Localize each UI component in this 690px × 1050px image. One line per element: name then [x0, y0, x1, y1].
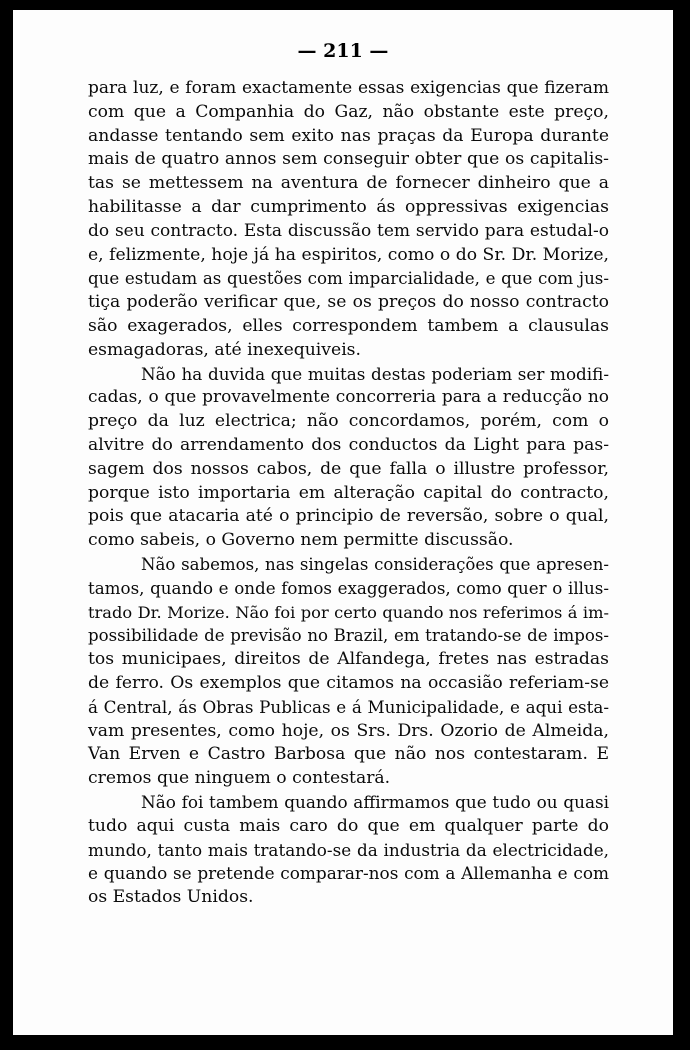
text-line: esmagadoras, até inexequiveis.	[88, 339, 361, 360]
text-line: tas se mettessem na aventura de fornecer dinheiro que a	[88, 173, 609, 194]
text-line: tos municipaes, direitos de Alfandega, fretes nas estradas	[88, 649, 609, 670]
text-line: possibilidade de previsão no Brazil, em tratando-se de impos-	[88, 626, 609, 646]
text-line: para luz, e foram exactamente essas exigencias que fizeram	[88, 78, 609, 98]
text-line: de ferro. Os exemplos que citamos na occasião referiam-se	[88, 672, 609, 693]
paragraph	[88, 363, 609, 553]
text-line: á Central, ás Obras Publicas e á Municipalidade, e aqui esta-	[88, 696, 609, 717]
text-line: alvitre do arrendamento dos conductos da Light para pas-	[88, 434, 609, 455]
text-line: os Estados Unidos.	[88, 887, 254, 908]
text-line: cremos que ninguem o contestará.	[88, 768, 391, 789]
text-line: Não foi tambem quando affirmamos que tudo ou quasi	[141, 791, 609, 812]
page-number: — 211 —	[297, 40, 389, 62]
text-line: como sabeis, o Governo nem permitte discussão.	[88, 530, 514, 551]
text-line: tiça poderão verificar que, se os preços do nosso contracto	[88, 292, 609, 313]
text-line: mundo, tanto mais tratando-se da industria da electricidade,	[88, 839, 609, 860]
text-line: trado Dr. Morize. Não foi por certo quando nos referimos á im-	[88, 602, 609, 622]
text-line: com que a Companhia do Gaz, não obstante este preço,	[88, 101, 609, 122]
text-line: mais de quatro annos sem conseguir obter que os capitalis-	[88, 149, 609, 170]
text-line: habilitasse a dar cumprimento ás oppressivas exigencias	[88, 196, 609, 217]
text-line: tudo aqui custa mais caro do que em qualquer parte do	[88, 815, 609, 836]
paragraph	[88, 77, 609, 363]
text-line: andasse tentando sem exito nas praças da Europa durante	[88, 125, 609, 146]
text-line: são exagerados, elles correspondem tambem a clausulas	[88, 315, 609, 336]
text-line: Van Erven e Castro Barbosa que não nos contestaram. E	[88, 744, 609, 765]
text-line: do seu contracto. Esta discussão tem servido para estudal-o	[88, 220, 609, 241]
text-line: pois que atacaria até o principio de reversão, sobre o qual,	[88, 506, 609, 527]
paragraph	[88, 553, 609, 791]
text-line: tamos, quando e onde fomos exaggerados, como quer o illus-	[88, 577, 609, 598]
text-line: que estudam as questões com imparcialidade, e que com jus-	[88, 269, 609, 289]
text-line: e, felizmente, hoje já ha espiritos, como o do Sr. Dr. Morize,	[88, 244, 609, 265]
body-text	[88, 77, 609, 910]
text-line: vam presentes, como hoje, os Srs. Drs. Ozorio de Almeida,	[88, 720, 609, 741]
text-line: Não ha duvida que muitas destas poderiam ser modifi-	[141, 363, 609, 384]
document-page	[13, 10, 673, 1035]
text-line: Não sabemos, nas singelas considerações que apresen-	[141, 554, 609, 574]
text-line: sagem dos nossos cabos, de que falla o illustre professor,	[88, 458, 609, 479]
text-line: cadas, o que provavelmente concorreria para a reducção no	[88, 387, 609, 408]
text-line: porque isto importaria em alteração capital do contracto,	[88, 482, 609, 503]
text-line: preço da luz electrica; não concordamos, porém, com o	[88, 411, 609, 432]
paragraph	[88, 791, 609, 910]
text-line: e quando se pretende comparar-nos com a Allemanha e com	[88, 863, 609, 884]
